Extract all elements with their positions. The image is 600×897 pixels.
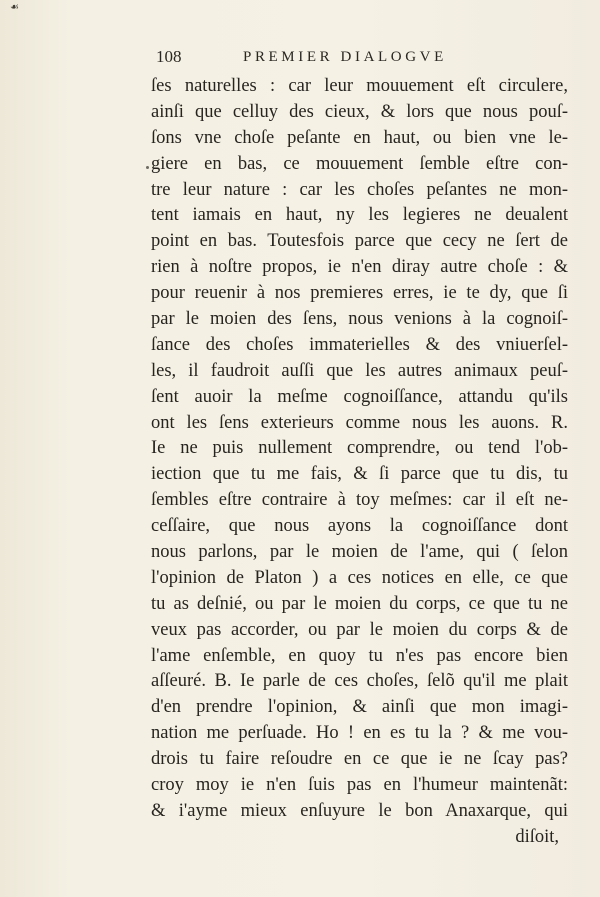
text-line: & i'ayme mieux enſuyure le bon Anaxarque, qui (151, 800, 568, 821)
catchword: diſoit, (515, 826, 559, 847)
text-line: ſembles eſtre contraire à toy meſmes: car il eſt ne- (151, 490, 568, 511)
text-line: veux pas accorder, ou par le moien du corps & de (151, 619, 568, 640)
page-header (156, 47, 576, 69)
text-line: tre leur nature : car les choſes peſantes ne mon- (151, 179, 568, 200)
running-title: PREMIER DIALOGVE (243, 49, 447, 65)
body-text (151, 74, 568, 851)
text-line: drois tu faire reſoudre en ce que ie ne ſcay pas? (151, 749, 568, 770)
text-line: ont les ſens exterieurs comme nous les auons. R. (151, 412, 568, 433)
text-line: ſance des choſes immaterielles & des vniuerſel- (151, 334, 568, 355)
text-line: les, il faudroit auſſi que les autres animaux peuſ- (151, 360, 568, 381)
text-line: ainſi que celluy des cieux, & lors que nous pouſ- (151, 101, 568, 122)
text-line: par le moien des ſens, nous venions à la cognoiſ- (151, 309, 568, 330)
text-line: nous parlons, par le moien de l'ame, qui ( ſelon (151, 542, 568, 563)
text-line: giere en bas, ce mouuement ſemble eſtre con- (151, 153, 568, 174)
text-line: pour reuenir à nos premieres erres, ie te dy, que ſi (151, 283, 568, 304)
text-line: ſons vne choſe peſante en haut, ou bien vne le- (151, 127, 568, 148)
text-line: tent iamais en haut, ny les legieres ne deualent (151, 205, 568, 226)
text-line: iection que tu me fais, & ſi parce que tu dis, tu (151, 464, 568, 485)
corner-ornament-icon: ☙ (10, 2, 19, 13)
text-line: l'opinion de Platon ) a ces notices en elle, ce que (151, 567, 568, 588)
text-line: l'ame enſemble, en quoy tu n'es pas encore bien (151, 645, 568, 666)
ink-speck (146, 166, 149, 169)
text-line: ſes naturelles : car leur mouuement eſt circulere, (151, 76, 568, 96)
text-line: aſſeuré. B. Ie parle de ces choſes, ſelõ qu'il me plait (151, 671, 568, 692)
text-line: Ie ne puis nullement comprendre, ou tend l'ob- (151, 438, 568, 459)
text-line: rien à noſtre propos, ie n'en diray autre choſe : & (151, 257, 568, 278)
text-line: ſent auoir la meſme cognoiſſance, attandu qu'ils (151, 386, 568, 407)
text-line: ceſſaire, que nous ayons la cognoiſſance dont (151, 516, 568, 537)
text-line: croy moy ie n'en ſuis pas en l'humeur maintenãt: (151, 775, 568, 796)
page-number: 108 (156, 47, 182, 66)
text-line: tu as deſnié, ou par le moien du corps, ce que tu ne (151, 593, 568, 614)
text-line: nation me perſuade. Ho ! en es tu la ? & me vou- (151, 723, 568, 744)
text-line: point en bas. Toutesfois parce que cecy ne ſert de (151, 231, 568, 252)
text-line: d'en prendre l'opinion, & ainſi que mon imagi- (151, 697, 568, 718)
